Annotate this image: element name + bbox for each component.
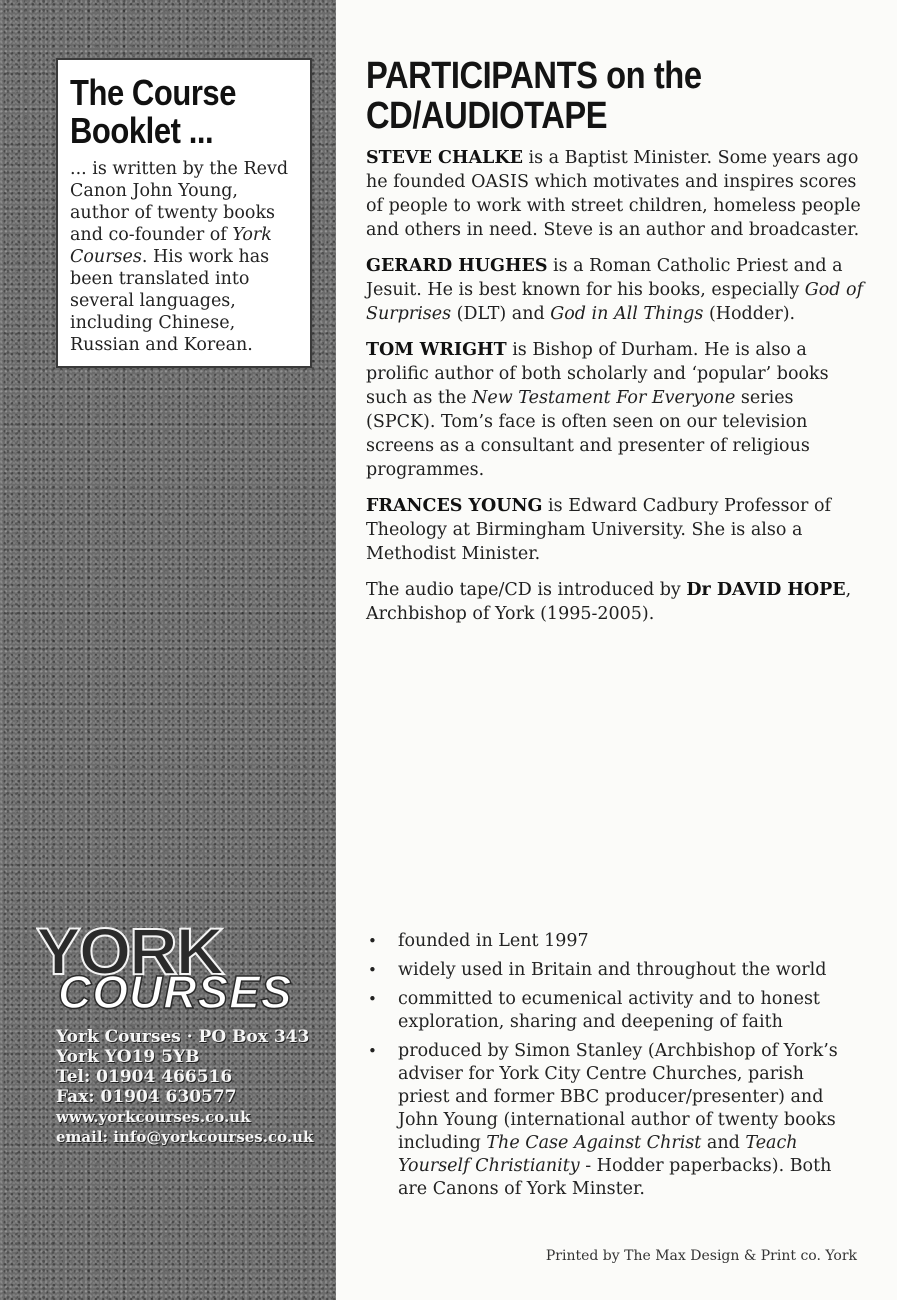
intro-text: The audio tape/CD is introduced by <box>366 580 687 600</box>
list-item-text: - Hodder paperbacks). Both are Canons of York Minster. <box>398 1156 832 1199</box>
intro-text: , Archbishop of York (1995-2005). <box>366 580 852 624</box>
logo-courses-text: COURSES <box>58 966 293 1018</box>
booklet-heading <box>70 74 266 150</box>
bullet-icon: • <box>368 961 377 979</box>
participant-gerard-hughes <box>366 254 866 326</box>
printer-credit: Printed by The Max Design & Print co. York <box>545 1248 857 1264</box>
list-item <box>366 959 856 982</box>
list-item <box>366 988 856 1034</box>
participant-bio: is a Roman Catholic Priest and a Jesuit. He is best known for his books, especially <box>366 256 843 300</box>
contact-email: email: info@yorkcourses.co.uk <box>56 1128 314 1146</box>
participant-name: STEVE CHALKE <box>366 148 523 168</box>
contact-address-line2: York YO19 5YB <box>56 1047 200 1067</box>
booklet-heading-line2: Booklet ... <box>70 110 214 151</box>
list-item-text: produced by Simon Stanley (Archbishop of York’s adviser for York City Centre Churches, parish priest and former BBC producer/presenter) and John Young (international author of twenty books including <box>398 1041 838 1153</box>
participants-heading-line1: PARTICIPANTS on the <box>366 55 702 97</box>
contact-details <box>56 1027 331 1147</box>
contact-website: www.yorkcourses.co.uk <box>56 1108 251 1126</box>
book-title: New Testament For Everyone <box>472 388 736 408</box>
book-title: God in All Things <box>550 304 704 324</box>
bullet-icon: • <box>368 1042 377 1060</box>
participants-section <box>366 56 866 638</box>
sidebar-panel <box>0 0 336 1300</box>
participant-bio: is Bishop of Durham. He is also a prolific author of both scholarly and ‘popular’ books such as the <box>366 340 829 408</box>
list-item-text: widely used in Britain and throughout the world <box>398 960 827 980</box>
booklet-text-italic: York Courses <box>70 225 272 267</box>
participant-bio: is Edward Cadbury Professor of Theology at Birmingham University. She is also a Methodist Minister. <box>366 496 831 564</box>
participant-name: GERARD HUGHES <box>366 256 548 276</box>
booklet-heading-line1: The Course <box>70 72 237 113</box>
introduction-note <box>366 578 866 626</box>
participants-heading <box>366 56 796 136</box>
course-booklet-box <box>56 58 312 368</box>
book-title: Teach Yourself Christianity <box>398 1133 798 1176</box>
list-item-text: committed to ecumenical activity and to honest exploration, sharing and deepening of faith <box>398 989 820 1032</box>
features-list <box>366 930 856 1207</box>
participant-bio: (Hodder). <box>703 304 796 324</box>
contact-fax: Fax: 01904 630577 <box>56 1087 237 1107</box>
participant-frances-young <box>366 494 866 566</box>
list-item-text: founded in Lent 1997 <box>398 931 589 951</box>
list-item-text: and <box>701 1133 746 1153</box>
book-title: God of Surprises <box>366 280 864 324</box>
book-title: The Case Against Christ <box>486 1133 702 1153</box>
logo-york-text: YORK <box>36 914 223 988</box>
participant-steve-chalke <box>366 146 866 242</box>
participant-name: TOM WRIGHT <box>366 340 507 360</box>
participant-bio: series (SPCK). Tom’s face is often seen on our television screens as a consultant and presenter of religious programmes. <box>366 388 810 480</box>
york-courses-logo <box>36 914 306 1018</box>
booklet-text-part1: ... is written by the Revd Canon John Young, author of twenty books and co-founder of <box>70 159 289 245</box>
contact-address-line1: York Courses · PO Box 343 <box>56 1027 310 1047</box>
booklet-description <box>70 158 298 356</box>
participant-tom-wright <box>366 338 866 482</box>
list-item <box>366 930 856 953</box>
participants-heading-line2: CD/AUDIOTAPE <box>366 95 608 137</box>
participant-bio: (DLT) and <box>451 304 551 324</box>
list-item <box>366 1040 856 1201</box>
bullet-icon: • <box>368 990 377 1008</box>
participant-bio: is a Baptist Minister. Some years ago he founded OASIS which motivates and inspires scores of people to work with street children, homeless people and others in need. Steve is an author and broadcaster. <box>366 148 861 240</box>
intro-presenter-name: Dr DAVID HOPE <box>686 580 846 600</box>
participant-name: FRANCES YOUNG <box>366 496 543 516</box>
bullet-icon: • <box>368 932 377 950</box>
contact-telephone: Tel: 01904 466516 <box>56 1067 233 1087</box>
booklet-text-part2: . His work has been translated into several languages, including Chinese, Russian and Korean. <box>70 247 270 355</box>
